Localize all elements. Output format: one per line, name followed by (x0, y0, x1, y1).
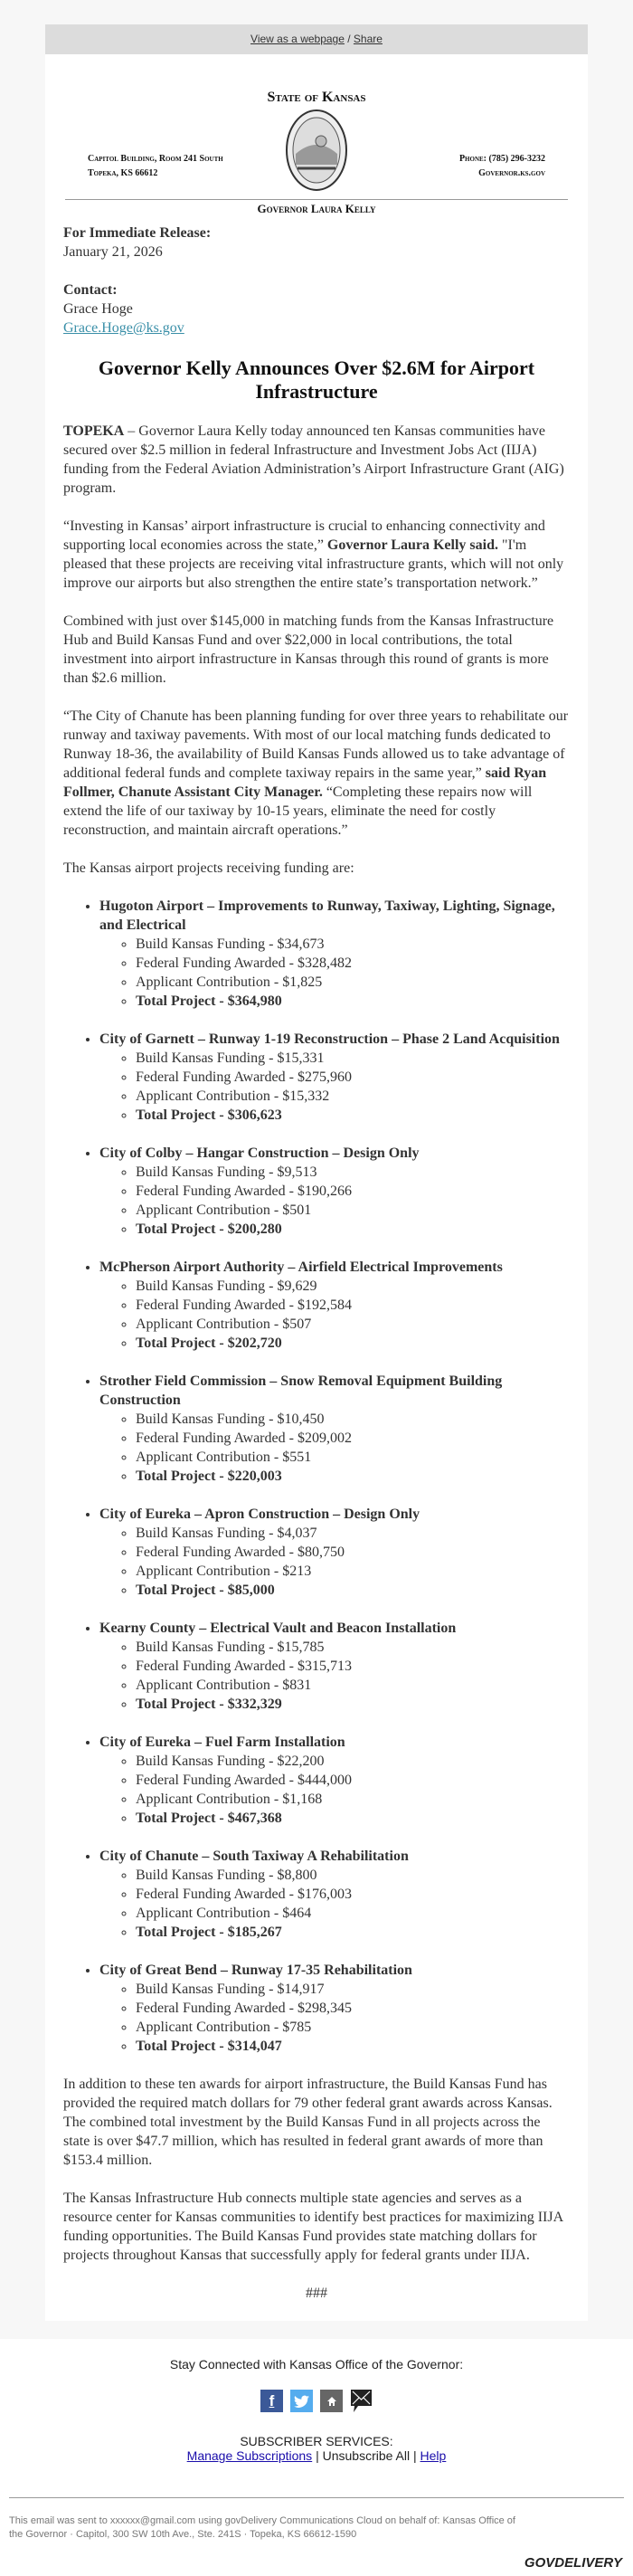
project-name: Kearny County – Electrical Vault and Beacon Installation (99, 1621, 457, 1636)
separator: | (410, 2448, 420, 2463)
office-address (88, 152, 223, 181)
funding-applicant: ◦ Applicant Contribution - $551 (136, 1448, 570, 1467)
attribution: Governor Laura Kelly said. (326, 537, 498, 553)
letterhead (65, 54, 568, 215)
address-line: Topeka, KS 66612 (88, 168, 158, 178)
funding-applicant: ◦ Applicant Contribution - $1,825 (136, 973, 570, 992)
funding-federal: ◦ Federal Funding Awarded - $444,000 (136, 1771, 570, 1790)
press-release-body (45, 200, 588, 2321)
address-line: Capitol Building, Room 241 South (88, 154, 223, 164)
funding-build: ◦ Build Kansas Funding - $34,673 (136, 935, 570, 954)
end-marker: ### (306, 2286, 327, 2301)
project-item (99, 1372, 570, 1486)
office-contact (459, 152, 545, 181)
phone-number: Phone: (785) 296-3232 (458, 154, 545, 164)
text: "I'm pleased that these projects are receiving vital infrastructure grants, which will not only improve our airports but also strengthen the entire state’s transportation network.” (63, 537, 564, 591)
project-name: McPherson Airport Authority – Airfield Electrical Improvements (99, 1259, 503, 1275)
paragraph: In addition to these ten awards for airport infrastructure, the Build Kansas Fund has provided the required match dollars for 79 other federal grant awards across Kansas. The combined total investment by the Build Kansas Fund in all projects across the state is over $47.7 million, which has resulted in federal grant awards of more than $153.4 million. (63, 2077, 553, 2168)
project-name: City of Great Bend – Runway 17-35 Rehabilitation (99, 1963, 412, 1978)
project-name: City of Chanute – South Taxiway A Rehabilitation (99, 1849, 409, 1864)
funding-total: ◦ Total Project - $202,720 (136, 1334, 570, 1353)
project-name: City of Garnett – Runway 1-19 Reconstruction – Phase 2 Land Acquisition (99, 1031, 560, 1047)
funding-applicant: ◦ Applicant Contribution - $785 (136, 2018, 570, 2037)
funding-build: ◦ Build Kansas Funding - $15,785 (136, 1638, 570, 1657)
unsubscribe-all-link[interactable]: Unsubscribe All (322, 2448, 411, 2463)
funding-federal: ◦ Federal Funding Awarded - $190,266 (136, 1182, 570, 1201)
release-date: January 21, 2026 (63, 244, 163, 260)
project-item (99, 1847, 570, 1942)
funding-total: ◦ Total Project - $364,980 (136, 992, 570, 1011)
stay-connected-label: Stay Connected with Kansas Office of the Governor: (169, 2357, 464, 2372)
funding-build: ◦ Build Kansas Funding - $10,450 (136, 1410, 570, 1429)
help-link[interactable]: Help (420, 2448, 447, 2463)
footer (0, 2339, 633, 2542)
twitter-icon[interactable] (290, 2390, 313, 2412)
text: – Governor Laura Kelly today announced ten Kansas communities have secured over $2.5 million in federal Infrastructure and Investment Jobs Act (IIJA) funding from the Federal Aviation Administration’s Airport Infrastructure Grant (AIG) program. (63, 423, 564, 496)
project-item (99, 1144, 570, 1239)
dateline: TOPEKA (63, 423, 125, 439)
funding-applicant: ◦ Applicant Contribution - $1,168 (136, 1790, 570, 1809)
funding-build: ◦ Build Kansas Funding - $15,331 (136, 1049, 570, 1068)
project-item (99, 1030, 570, 1125)
view-as-webpage-link[interactable]: View as a webpage (250, 33, 345, 45)
project-name: City of Colby – Hangar Construction – Design Only (99, 1145, 420, 1161)
subscriber-links (0, 2448, 633, 2463)
project-item (99, 897, 570, 1011)
funding-build: ◦ Build Kansas Funding - $14,917 (136, 1980, 570, 1999)
govdelivery-logo[interactable]: GOVDELIVERY (524, 2555, 622, 2571)
funding-federal: ◦ Federal Funding Awarded - $275,960 (136, 1068, 570, 1087)
funding-federal: ◦ Federal Funding Awarded - $80,750 (136, 1543, 570, 1562)
funding-applicant: ◦ Applicant Contribution - $831 (136, 1676, 570, 1695)
funding-federal: ◦ Federal Funding Awarded - $328,482 (136, 954, 570, 973)
text: “The City of Chanute has been planning funding for over three years to rehabilitate our runway and taxiway pavements. With most of our local matching funds dedicated to Runway 18-36, the availability of Build Kansas Funds allowed us to take advantage of additional federal funds and complete taxiway repairs in the same year,” (63, 708, 569, 781)
email-container (45, 24, 588, 2321)
project-item (99, 1258, 570, 1353)
project-funding-list (99, 1524, 570, 1600)
funding-total: ◦ Total Project - $306,623 (136, 1106, 570, 1125)
funding-total: ◦ Total Project - $467,368 (136, 1809, 570, 1828)
share-link[interactable]: Share (353, 33, 383, 45)
attribution: said Ryan Follmer, Chanute Assistant City Manager. (63, 765, 547, 800)
project-name: Hugoton Airport – Improvements to Runway, Taxiway, Lighting, Signage, and Electrical (99, 898, 555, 933)
funding-total: ◦ Total Project - $200,280 (136, 1220, 570, 1239)
paragraph (63, 517, 570, 593)
contact-email-link[interactable]: Grace.Hoge@ks.gov (63, 320, 184, 336)
funding-applicant: ◦ Applicant Contribution - $507 (136, 1315, 570, 1334)
project-funding-list (99, 1277, 570, 1353)
project-item (99, 1505, 570, 1600)
release-title: Governor Kelly Announces Over $2.6M for Airport Infrastructure (98, 356, 535, 403)
project-list (63, 897, 570, 2056)
funding-total: ◦ Total Project - $220,003 (136, 1467, 570, 1486)
project-funding-list (99, 1163, 570, 1239)
paragraph: The Kansas Infrastructure Hub connects multiple state agencies and serves as a resource center for Kansas communities to identify best practices for maximizing IIJA funding opportunities. The Build Kansas Fund provides state matching dollars for projects throughout Kansas that successfully apply for federal grants under IIJA. (63, 2191, 563, 2263)
project-name: City of Eureka – Fuel Farm Installation (99, 1735, 345, 1750)
state-seal-icon (285, 109, 348, 192)
state-title: State of Kansas (267, 90, 366, 105)
funding-build: ◦ Build Kansas Funding - $9,629 (136, 1277, 570, 1296)
social-icons (0, 2390, 633, 2412)
top-bar (45, 24, 588, 54)
funding-total: ◦ Total Project - $185,267 (136, 1923, 570, 1942)
funding-applicant: ◦ Applicant Contribution - $15,332 (136, 1087, 570, 1106)
funding-federal: ◦ Federal Funding Awarded - $209,002 (136, 1429, 570, 1448)
project-funding-list (99, 1638, 570, 1714)
funding-total: ◦ Total Project - $332,329 (136, 1695, 570, 1714)
release-label: For Immediate Release: (63, 225, 212, 241)
funding-federal: ◦ Federal Funding Awarded - $315,713 (136, 1657, 570, 1676)
email-icon[interactable] (350, 2390, 373, 2412)
project-name: Strother Field Commission – Snow Removal Equipment Building Construction (99, 1374, 503, 1408)
funding-total: ◦ Total Project - $85,000 (136, 1581, 570, 1600)
funding-total: ◦ Total Project - $314,047 (136, 2037, 570, 2056)
funding-federal: ◦ Federal Funding Awarded - $298,345 (136, 1999, 570, 2018)
project-funding-list (99, 1980, 570, 2056)
paragraph: The Kansas airport projects receiving funding are: (63, 860, 354, 876)
project-funding-list (99, 1049, 570, 1125)
subscriber-services-label: SUBSCRIBER SERVICES: (240, 2434, 393, 2448)
project-funding-list (99, 1410, 570, 1486)
facebook-icon[interactable]: f (260, 2390, 283, 2412)
project-funding-list (99, 1752, 570, 1828)
funding-build: ◦ Build Kansas Funding - $9,513 (136, 1163, 570, 1182)
funding-federal: ◦ Federal Funding Awarded - $192,584 (136, 1296, 570, 1315)
project-funding-list (99, 935, 570, 1011)
text: “Completing these repairs now will extend the life of our taxiway by 10-15 years, eliminate the need for costly reconstruction, and maintain aircraft operations.” (63, 784, 533, 838)
contact-name: Grace Hoge (63, 301, 133, 317)
funding-build: ◦ Build Kansas Funding - $22,200 (136, 1752, 570, 1771)
project-name: City of Eureka – Apron Construction – Design Only (99, 1507, 420, 1522)
website: Governor.ks.gov (478, 168, 545, 178)
project-funding-list (99, 1866, 570, 1942)
funding-applicant: ◦ Applicant Contribution - $213 (136, 1562, 570, 1581)
project-item (99, 1619, 570, 1714)
fine-print: This email was sent to xxxxxx@gmail.com using govDelivery Communications Cloud on behalf of: Kansas Office of the Governor · Capitol, 300 SW 10th Ave., Ste. 241S · Topeka, KS 66612-1590 (9, 2515, 515, 2540)
text: “Investing in Kansas’ airport infrastructure is crucial to enhancing connectivity and supporting local economies across the state,” (63, 518, 545, 553)
paragraph: Combined with just over $145,000 in matching funds from the Kansas Infrastructure Hub and Build Kansas Fund and over $22,000 in local contributions, the total investment into airport infrastructure in Kansas through this round of grants is more than $2.6 million. (63, 613, 554, 686)
project-item (99, 1733, 570, 1828)
funding-applicant: ◦ Applicant Contribution - $464 (136, 1904, 570, 1923)
paragraph (63, 422, 570, 498)
funding-federal: ◦ Federal Funding Awarded - $176,003 (136, 1885, 570, 1904)
funding-build: ◦ Build Kansas Funding - $4,037 (136, 1524, 570, 1543)
funding-build: ◦ Build Kansas Funding - $8,800 (136, 1866, 570, 1885)
separator: | (312, 2448, 323, 2463)
governor-name: Governor Laura Kelly (257, 202, 376, 215)
separator: / (344, 33, 354, 45)
home-icon[interactable] (320, 2390, 343, 2412)
paragraph (63, 707, 570, 840)
manage-subscriptions-link[interactable]: Manage Subscriptions (186, 2448, 313, 2463)
funding-applicant: ◦ Applicant Contribution - $501 (136, 1201, 570, 1220)
project-item (99, 1961, 570, 2056)
contact-label: Contact: (63, 282, 118, 298)
